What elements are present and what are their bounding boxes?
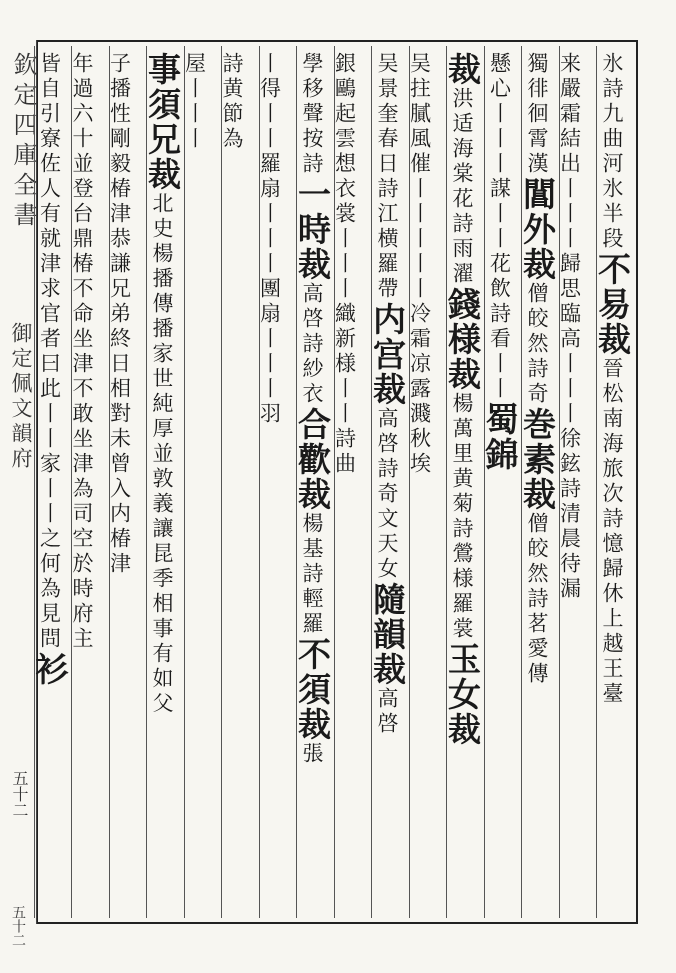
annotation: 羅扇丨丨丨 <box>257 152 282 277</box>
headword: 内宫裁 <box>368 302 407 407</box>
annotation: 僧皎然詩奇 <box>525 282 549 407</box>
text-column-14 <box>109 52 130 577</box>
text-column-6 <box>409 52 430 477</box>
headword: 一時裁 <box>293 177 332 282</box>
annotation: 屋丨丨丨 <box>182 52 207 152</box>
annotation: 歸思臨高丨丨丨徐鉉詩清晨待漏 <box>557 252 582 602</box>
text-column-3 <box>518 52 557 687</box>
headword: 巻素裁 <box>518 407 557 512</box>
page-number: 五十二 <box>10 770 29 818</box>
annotation: 懸心丨丨丨 <box>487 52 512 177</box>
column-rule <box>521 46 522 918</box>
annotation: 獨徘徊霄漢 <box>525 52 549 177</box>
headword: 裁 <box>443 52 482 87</box>
annotation: 高啓詩奇文天女 <box>375 407 399 582</box>
column-rule <box>371 46 372 918</box>
text-column-4 <box>480 52 520 472</box>
headword: 事須兄裁 <box>143 52 182 192</box>
annotation: 楊萬里黄菊詩鶯様羅裳 <box>450 392 474 642</box>
column-rule <box>71 46 72 918</box>
headword: 衫 <box>30 652 70 687</box>
annotation: 洪适海棠花詩雨濯 <box>450 87 474 287</box>
column-rule <box>596 46 597 918</box>
annotation: 張 <box>300 742 324 767</box>
annotation: 皆自引寮佐人有就津求官者曰此丨丨家丨丨之何為見問 <box>37 52 62 652</box>
annotation: 吴拄膩風催丨丨丨 <box>407 52 432 252</box>
column-rule <box>184 46 185 918</box>
book-title: 欽定四庫全書 <box>9 52 37 232</box>
text-column-13 <box>143 52 182 717</box>
column-rule <box>334 46 335 918</box>
column-rule <box>221 46 222 918</box>
annotation: 高啓 <box>375 687 399 737</box>
headword: 隨韻裁 <box>368 582 407 687</box>
headword: 玉女裁 <box>443 642 482 747</box>
annotation: 學移聲按詩 <box>300 52 324 177</box>
annotation: 丨得丨丨 <box>257 52 282 152</box>
column-rule <box>559 46 560 918</box>
text-column-1 <box>593 52 632 707</box>
annotation: 楊基詩輕羅 <box>300 512 324 637</box>
headword: 不易裁 <box>593 252 632 357</box>
text-column-15 <box>71 52 92 652</box>
column-rule <box>296 46 297 918</box>
text-column-5 <box>443 52 482 747</box>
headword: 錢様裁 <box>443 287 482 392</box>
annotation: 羽 <box>257 402 282 427</box>
annotation: 年過六十並登台鼎椿不命坐津不敢坐津為司空於時府主 <box>70 52 94 652</box>
column-rule <box>146 46 147 918</box>
column-rule <box>259 46 260 918</box>
column-rule <box>109 46 110 918</box>
annotation: 北史楊播傳播家世純厚並敦義讓昆季相事有如父 <box>150 192 174 717</box>
annotation: 来嚴霜結出丨丨丨 <box>557 52 582 252</box>
text-column-2 <box>559 52 580 602</box>
annotation: 花飲詩看丨丨 <box>487 252 512 402</box>
annotation: 織新様丨丨 <box>332 302 357 427</box>
page-number-bottom: 五十二 <box>10 905 26 947</box>
annotation: 晉松南海旅次詩憶歸休上越王臺 <box>600 357 624 707</box>
annotation: 謀丨丨 <box>487 177 512 252</box>
text-column-9 <box>293 52 332 767</box>
headword: 合歡裁 <box>293 407 332 512</box>
annotation: 詩曲 <box>332 427 357 477</box>
volume-title: 御定佩文韻府 <box>9 322 33 472</box>
annotation: 丨丨冷霜凉露濺秋埃 <box>407 252 432 477</box>
annotation: 吴景奎春日詩江横羅帶 <box>375 52 399 302</box>
text-column-11 <box>221 52 242 152</box>
text-column-7 <box>368 52 407 737</box>
headword: 不須裁 <box>293 637 332 742</box>
annotation: 詩黄節為 <box>220 52 244 152</box>
headword: 閶外裁 <box>518 177 557 282</box>
column-rule <box>446 46 447 918</box>
column-rule <box>484 46 485 918</box>
column-rule <box>34 46 35 918</box>
headword: 蜀錦 <box>480 402 520 472</box>
annotation: 子播性剛毅椿津恭謙兄弟終日相對未曾入内椿津 <box>107 52 132 577</box>
column-rule <box>409 46 410 918</box>
text-column-16 <box>30 52 70 687</box>
annotation: 僧皎然詩茗愛傳 <box>525 512 549 687</box>
annotation: 銀鷗起雲想衣裳丨丨丨 <box>332 52 357 302</box>
text-column-12 <box>184 52 205 152</box>
annotation: 氷詩九曲河氷半段 <box>600 52 624 252</box>
text-column-10 <box>259 52 280 427</box>
annotation: 高啓詩紗衣 <box>300 282 324 407</box>
annotation: 團扇丨丨丨 <box>257 277 282 402</box>
text-column-8 <box>334 52 355 477</box>
